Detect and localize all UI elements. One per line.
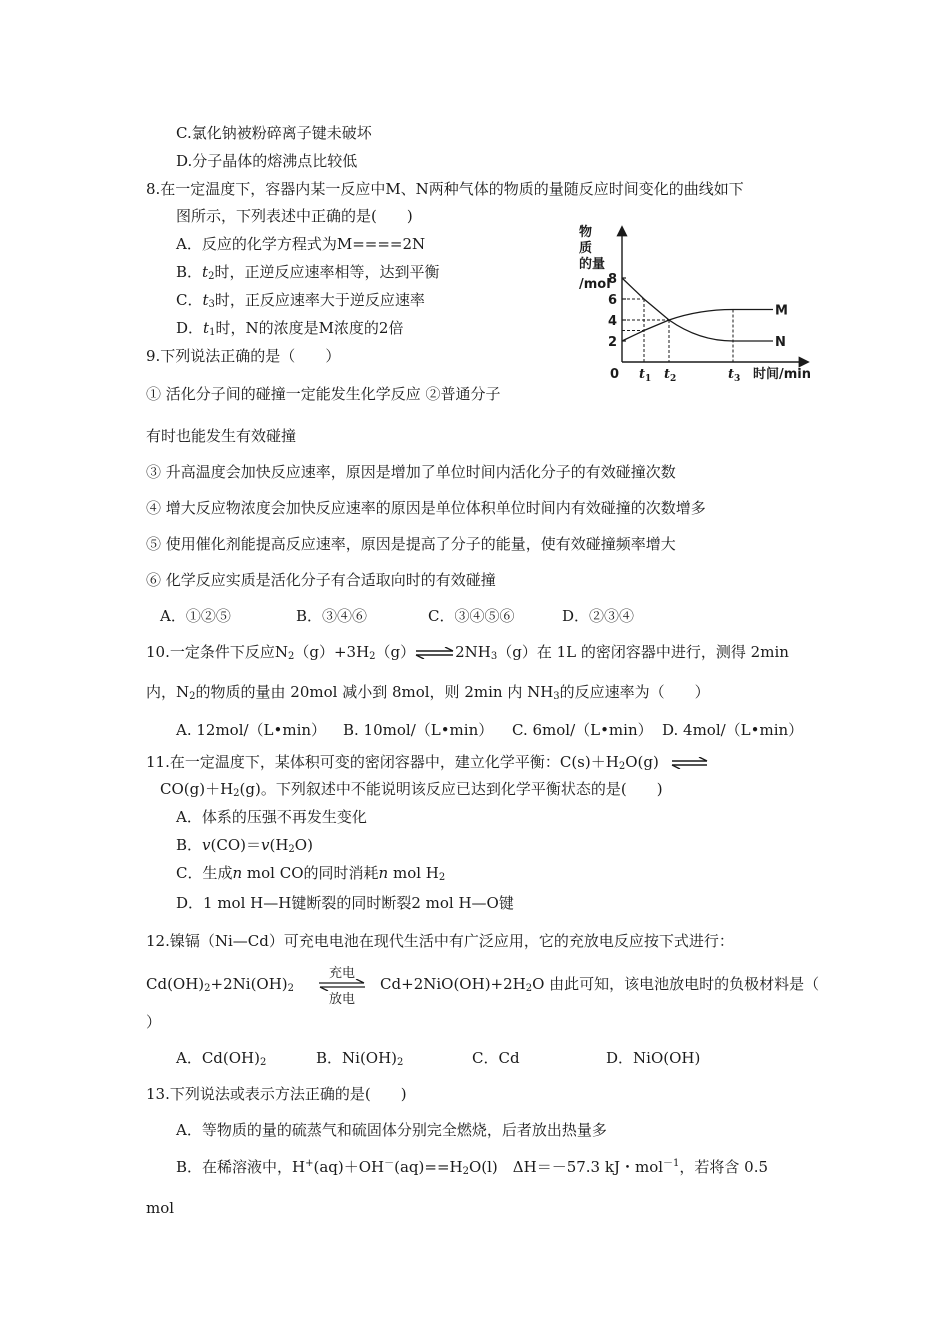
- q9-statement-4: ④ 增大反应物浓度会加快反应速率的原因是单位体积单位时间内有效碰撞的次数增多: [146, 499, 706, 517]
- q8-option-d: D．$t_1$时，N的浓度是M浓度的2倍: [176, 319, 404, 338]
- q7-option-c: C.氯化钠被粉碎离子键未破坏: [176, 124, 372, 142]
- q9-statement-6: ⑥ 化学反应实质是活化分子有合适取向时的有效碰撞: [146, 571, 496, 589]
- equilibrium-arrow-icon: [415, 647, 455, 659]
- q10-stem-line2: 内，$N_2$的物质的量由 20mol 减小到 8mol，则 2min 内 $NH_3$的反应速率为（ ）: [146, 683, 710, 702]
- q11-option-d: D．1 mol H—H键断裂的同时断裂2 mol H—O键: [176, 894, 514, 912]
- q13-option-a: A．等物质的量的硫蒸气和硫固体分别完全燃烧，后者放出热量多: [176, 1121, 607, 1139]
- q12-stem-line1: 12.镍镉（Ni—Cd）可充电电池在现代生活中有广泛应用，它的充放电反应按下式进行：: [146, 932, 734, 950]
- q9-option-b: B．③④⑥: [296, 607, 368, 625]
- q9-option-d: D．②③④: [562, 607, 635, 625]
- charge-discharge-arrow: [314, 965, 370, 1005]
- q13-stem: 13.下列说法或表示方法正确的是( ): [146, 1085, 407, 1103]
- q12-option-a: A．$Cd(OH)_2$: [176, 1049, 267, 1068]
- q12-option-b: B．$Ni(OH)_2$: [316, 1049, 404, 1068]
- q8-option-b: B．$t_2$时，正逆反应速率相等，达到平衡: [176, 263, 440, 282]
- q12-reaction-line: $Cd(OH)_2+2Ni(OH)_2$ 充电 放电 $Cd+2NiO(OH)+2H_2O$ 由此可知，该电池放电时的负极材料是（: [146, 966, 820, 1007]
- q9-statement-1-2: ① 活化分子间的碰撞一定能发生化学反应 ②普通分子: [146, 385, 501, 403]
- q11-option-b: B．$v(CO)=v(H_2O)$: [176, 836, 313, 855]
- y-axis-label-line: 物: [579, 225, 593, 240]
- x-tick-label: $t_3$: [728, 367, 741, 382]
- q9-statement-3: ③ 升高温度会加快反应速率，原因是增加了单位时间内活化分子的有效碰撞次数: [146, 463, 676, 481]
- q9-option-a: A．①②⑤: [160, 607, 231, 625]
- q11-option-c: C．生成n mol CO的同时消耗n mol $H_2$: [176, 864, 446, 883]
- equilibrium-arrow-icon: [671, 757, 709, 769]
- q13-option-b: B．在稀溶液中，$H^+(aq)+OH^-(aq)==H_2O(l)$ ΔH＝－57.3 kJ・mol$^{-1}$，若将含 0.5: [176, 1158, 769, 1177]
- series-m-line: [622, 310, 773, 342]
- q10-option-c: C. 6mol/（L•min）: [512, 721, 653, 739]
- q13-option-b-cont: mol: [146, 1199, 175, 1217]
- q8-stem-line1: 8.在一定温度下，容器内某一反应中M、N两种气体的物质的量随反应时间变化的曲线如下: [146, 180, 744, 198]
- q10-option-b: B. 10mol/（L•min）: [343, 721, 494, 739]
- q11-stem-line1: 11.在一定温度下，某体积可变的密闭容器中，建立化学平衡：$C(s)+H_2O(g)$: [146, 752, 709, 772]
- y-axis-label-line: 的量: [579, 257, 606, 272]
- x-tick-label: $t_2$: [664, 367, 677, 382]
- reversible-arrow-icon: [318, 979, 366, 991]
- q7-option-d: D.分子晶体的熔沸点比较低: [176, 152, 358, 170]
- q8-stem-line2: 图所示，下列表述中正确的是( ): [176, 207, 413, 225]
- q11-option-a: A．体系的压强不再发生变化: [176, 808, 367, 826]
- series-m-label: M: [775, 303, 788, 319]
- q10-option-d: D. 4mol/（L•min）: [662, 721, 804, 739]
- series-n-label: N: [775, 335, 786, 350]
- q8-option-a: A．反应的化学方程式为M====2N: [176, 235, 426, 253]
- origin-label: 0: [610, 367, 620, 382]
- x-tick-label: $t_1$: [639, 367, 652, 382]
- q9-statement-5: ⑤ 使用催化剂能提高反应速率，原因是提高了分子的能量，使有效碰撞频率增大: [146, 535, 676, 553]
- discharge-label: 放电: [329, 992, 356, 1007]
- q12-option-c: C．Cd: [472, 1049, 520, 1067]
- q11-stem-line2: $CO(g)+H_2(g)$。下列叙述中不能说明该反应已达到化学平衡状态的是( ): [160, 780, 663, 799]
- q10-option-a: A. 12mol/（L•min）: [176, 721, 327, 739]
- q9-stem: 9.下列说法正确的是（ ）: [146, 347, 341, 365]
- y-tick-label: 4: [608, 314, 618, 329]
- x-axis-label: 时间/min: [753, 367, 812, 382]
- q9-option-c: C．③④⑤⑥: [428, 607, 515, 625]
- q10-stem-line1: 10.一定条件下反应$N_2(g)+3H_2(g)$ $2NH_3(g)$在 1L 的密闭容器中进行，测得 2min: [146, 643, 789, 662]
- q8-option-c: C．$t_3$时，正反应速率大于逆反应速率: [176, 291, 425, 310]
- charge-label: 充电: [329, 966, 356, 981]
- y-axis-label-line: /mol: [579, 277, 611, 292]
- q12-option-d: D．NiO(OH): [606, 1049, 701, 1067]
- q9-statement-2-cont: 有时也能发生有效碰撞: [146, 427, 297, 445]
- y-tick-label: 6: [608, 293, 618, 308]
- q12-stem-close: ）: [146, 1013, 162, 1031]
- y-axis-label-line: 质: [579, 241, 593, 256]
- mn-amount-time-chart: [565, 222, 815, 382]
- y-tick-label: 2: [608, 335, 618, 350]
- y-tick-label: 8: [608, 272, 618, 287]
